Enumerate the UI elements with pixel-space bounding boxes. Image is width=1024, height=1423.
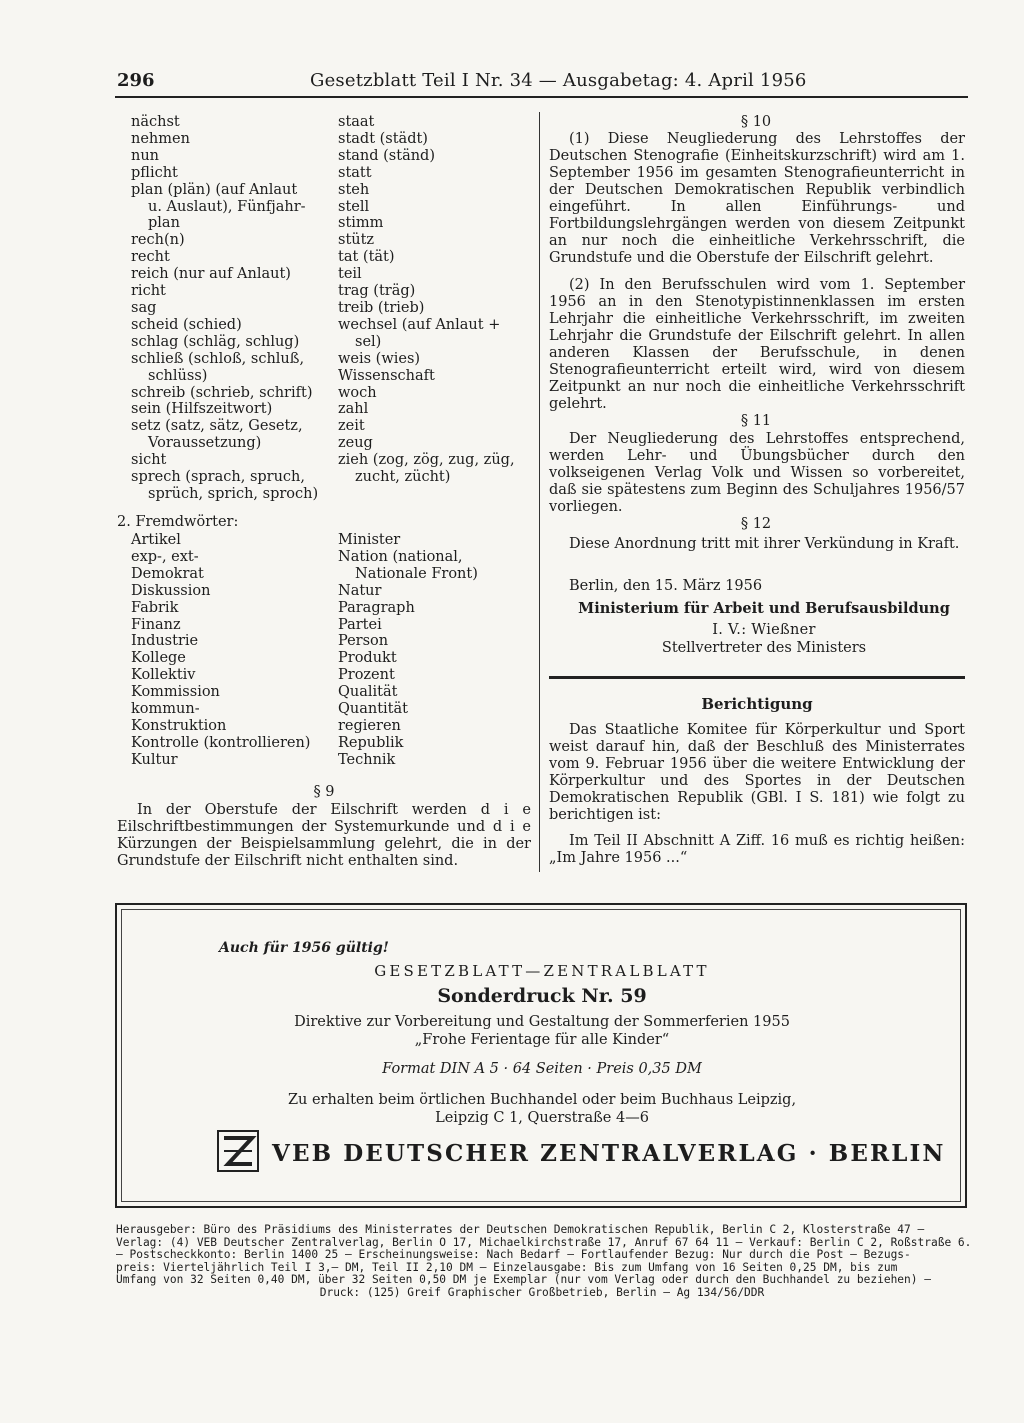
word-entry: tat (tät): [338, 249, 395, 266]
advertisement-title-line-2: „Frohe Ferientage für alle Kinder“: [414, 1032, 670, 1048]
word-entry: Diskussion: [131, 582, 211, 599]
imprint-line: Druck: (125) Greif Graphischer Großbetrieb, Berlin — Ag 134/56/DDR: [319, 1285, 765, 1299]
word-entry: Kollektiv: [131, 667, 196, 684]
page-number: 296: [117, 70, 155, 91]
word-entry: steh: [338, 181, 370, 198]
word-entry: wechsel (auf Anlaut +: [338, 316, 501, 333]
ministry-name: Ministerium für Arbeit und Berufsausbildung: [578, 600, 950, 617]
section-10-paragraph-1: (1) Diese Neugliederung des Lehrstoffes der Deutschen Stenografie (Einheitskurzschrift) wird am 1. September 1956 im gesamten Stenografieunterricht in der Deutschen Demokratischen Republik verbindlich eingeführt. In allen Einführungs- und Fortbildungslehrgängen werden von diesem Zeitpunkt an nur noch die einheitliche Verkehrsschrift, die Grundstufe und die Oberstufe der Eilschrift gelehrt.: [549, 131, 965, 266]
word-entry: sprech (sprach, spruch,: [131, 469, 305, 486]
advertisement-format: Format DIN A 5 · 64 Seiten · Preis 0,35 DM: [382, 1061, 702, 1077]
word-entry: woch: [338, 384, 377, 401]
word-entry: scheid (schied): [131, 316, 242, 333]
word-entry: Kollege: [131, 650, 186, 667]
word-entry: Qualität: [338, 684, 398, 701]
word-entry: sein (Hilfszeitwort): [131, 401, 273, 418]
word-entry: stand (ständ): [338, 147, 435, 164]
word-entry: Nationale Front): [355, 565, 478, 582]
section-10-title: § 10: [740, 114, 772, 130]
word-list-right: [338, 114, 515, 486]
word-entry: Fabrik: [131, 599, 179, 616]
word-entry: recht: [131, 249, 170, 266]
section-9-text: In der Oberstufe der Eilschrift werden d i e Eilschriftbestimmungen der Systemurkunde und d i e Kürzungen der Beispielsammlung gelehrt, die in der Grundstufe der Eilschrift nicht enthalten sind.: [117, 802, 531, 869]
running-head: Gesetzblatt Teil I Nr. 34 — Ausgabetag: 4. April 1956: [310, 70, 807, 91]
word-entry: zucht, zücht): [355, 469, 451, 486]
word-entry: u. Auslaut), Fünfjahr-: [148, 198, 306, 215]
berichtigung-paragraph-1: Das Staatliche Komitee für Körperkultur und Sport weist darauf hin, daß der Beschluß des Ministerrates vom 9. Februar 1956 über die weitere Entwicklung der Körperkultur und des Sportes in der Deutschen Demokratischen Republik (GBl. I S. 181) wie folgt zu berichtigen ist:: [549, 722, 965, 823]
publisher-logo-icon: [216, 1129, 260, 1173]
word-entry: rech(n): [131, 232, 185, 249]
section-11-title: § 11: [740, 413, 772, 429]
word-entry: staat: [338, 114, 375, 130]
word-entry: treib (trieb): [338, 299, 425, 316]
word-entry: zahl: [338, 401, 369, 418]
word-entry: schreib (schrieb, schrift): [131, 384, 313, 401]
berichtigung-paragraph-2: Im Teil II Abschnitt A Ziff. 16 muß es richtig heißen: „Im Jahre 1956 ...“: [549, 833, 965, 866]
word-entry: Finanz: [131, 616, 181, 633]
word-entry: sprüch, sprich, sproch): [148, 485, 319, 502]
foreign-word-list-left: [131, 532, 310, 769]
word-entry: Kultur: [131, 751, 178, 768]
word-entry: stadt (städt): [338, 130, 428, 147]
word-entry: nächst: [131, 114, 180, 130]
word-entry: Kontrolle (kontrollieren): [131, 734, 311, 751]
word-entry: Republik: [338, 734, 404, 751]
imprint-line: Herausgeber: Büro des Präsidiums des Ministerrates der Deutschen Demokratischen Republik, Berlin C 2, Klosterstraße 47 —: [116, 1223, 925, 1236]
imprint-line: Umfang von 32 Seiten 0,40 DM, über 32 Seiten 0,50 DM je Exemplar (nur vom Verlag oder durch den Buchhandel zu beziehen) —: [116, 1273, 931, 1287]
imprint-line: preis: Vierteljährlich Teil I 3,— DM, Teil II 2,10 DM — Einzelausgabe: Bis zum Umfang von 16 Seiten 0,25 DM, bis zum: [116, 1260, 898, 1274]
word-entry: Produkt: [338, 650, 397, 667]
advertisement-series: GESETZBLATT—ZENTRALBLATT: [374, 962, 710, 980]
advertisement-availability-line-2: Leipzig C 1, Querstraße 4—6: [435, 1110, 649, 1126]
word-entry: stimm: [338, 215, 384, 232]
signatory: I. V.: Wießner: [712, 622, 816, 638]
word-entry: Natur: [338, 582, 382, 599]
word-entry: pflicht: [131, 164, 178, 181]
word-entry: stell: [338, 198, 370, 215]
word-entry: Industrie: [131, 633, 199, 650]
signatory-title: Stellvertreter des Ministers: [661, 640, 867, 656]
word-entry: Prozent: [338, 667, 395, 684]
foreign-word-list-right: [338, 532, 478, 769]
word-entry: schlag (schläg, schlug): [131, 333, 300, 350]
word-entry: Minister: [338, 532, 401, 548]
word-entry: Artikel: [131, 532, 181, 548]
word-entry: Kommission: [131, 684, 220, 701]
header-rule: [115, 96, 968, 98]
publisher-name: VEB DEUTSCHER ZENTRALVERLAG · BERLIN: [272, 1140, 946, 1167]
advertisement-availability-line-1: Zu erhalten beim örtlichen Buchhandel oder beim Buchhaus Leipzig,: [287, 1092, 797, 1108]
imprint: [116, 1223, 972, 1300]
word-entry: Wissenschaft: [338, 367, 435, 384]
word-entry: setz (satz, sätz, Gesetz,: [131, 418, 303, 435]
advertisement-tag: Auch für 1956 gültig!: [219, 940, 389, 956]
word-entry: zeit: [338, 418, 365, 435]
advertisement-title-line-1: Direktive zur Vorbereitung und Gestaltung der Sommerferien 1955: [294, 1014, 790, 1030]
word-entry: Nation (national,: [338, 548, 463, 565]
word-entry: trag (träg): [338, 283, 416, 300]
word-entry: Technik: [338, 751, 396, 768]
section-9-title: § 9: [313, 784, 335, 800]
word-entry: weis (wies): [338, 350, 421, 367]
section-10-paragraph-2: (2) In den Berufsschulen wird vom 1. September 1956 an in den Stenotypistinnenklassen im ersten Lehrjahr die einheitliche Verkehrsschrift, im zweiten Lehrjahr die Grundstufe der Eilschrift gelehrt. In allen anderen Klassen der Berufsschule, in denen Stenografieunterricht erteilt wird, wird von diesem Zeitpunkt an nur noch die einheitliche Verkehrsschrift gelehrt.: [549, 277, 965, 412]
word-entry: nun: [131, 147, 160, 164]
section-12-title: § 12: [740, 516, 772, 532]
word-entry: schlüss): [148, 367, 208, 384]
imprint-line: — Postscheckkonto: Berlin 1400 25 — Erscheinungsweise: Nach Bedarf — Fortlaufender Bezug: Nur durch die Post — Bezugs-: [116, 1248, 911, 1262]
word-entry: regieren: [338, 717, 401, 734]
word-entry: schließ (schloß, schluß,: [131, 350, 305, 367]
column-divider: [539, 112, 540, 872]
word-entry: Konstruktion: [131, 717, 227, 734]
word-entry: sag: [131, 299, 157, 316]
section-11-text: Der Neugliederung des Lehrstoffes entsprechend, werden Lehr- und Übungsbücher durch den volkseigenen Verlag Volk und Wissen so vorbereitet, daß sie spätestens zum Beginn des Schuljahres 1956/57 vorliegen.: [549, 431, 965, 515]
word-entry: kommun-: [131, 701, 200, 718]
word-entry: nehmen: [131, 130, 190, 147]
advertisement-issue: Sonderdruck Nr. 59: [437, 985, 647, 1007]
word-entry: plan (plän) (auf Anlaut: [131, 181, 298, 198]
word-entry: Voraussetzung): [148, 435, 262, 452]
word-entry: sel): [355, 333, 382, 350]
word-entry: zieh (zog, zög, zug, züg,: [338, 452, 515, 469]
word-entry: teil: [338, 266, 362, 283]
date-line: Berlin, den 15. März 1956: [569, 578, 763, 594]
word-entry: Partei: [338, 616, 382, 633]
word-entry: Quantität: [338, 701, 408, 718]
section-rule: [549, 676, 965, 679]
word-entry: zeug: [338, 435, 373, 452]
imprint-line: Verlag: (4) VEB Deutscher Zentralverlag, Berlin O 17, Michaelkirchstraße 17, Anruf 67 64 11 — Verkauf: Berlin C 2, Roßstraße 6.: [116, 1235, 972, 1249]
word-entry: statt: [338, 164, 372, 181]
fremdwoerter-heading: 2. Fremdwörter:: [117, 514, 239, 530]
word-entry: plan: [148, 215, 180, 232]
word-entry: stütz: [338, 232, 375, 249]
word-entry: richt: [131, 283, 166, 300]
word-entry: sicht: [131, 452, 167, 469]
word-entry: exp-, ext-: [131, 548, 199, 565]
section-12-text: Diese Anordnung tritt mit ihrer Verkündung in Kraft.: [569, 536, 960, 552]
word-entry: Paragraph: [338, 599, 415, 616]
word-entry: Demokrat: [131, 565, 204, 582]
word-entry: reich (nur auf Anlaut): [131, 266, 291, 283]
berichtigung-title: Berichtigung: [701, 695, 813, 713]
word-entry: Person: [338, 633, 389, 650]
word-list-left: [131, 114, 318, 503]
